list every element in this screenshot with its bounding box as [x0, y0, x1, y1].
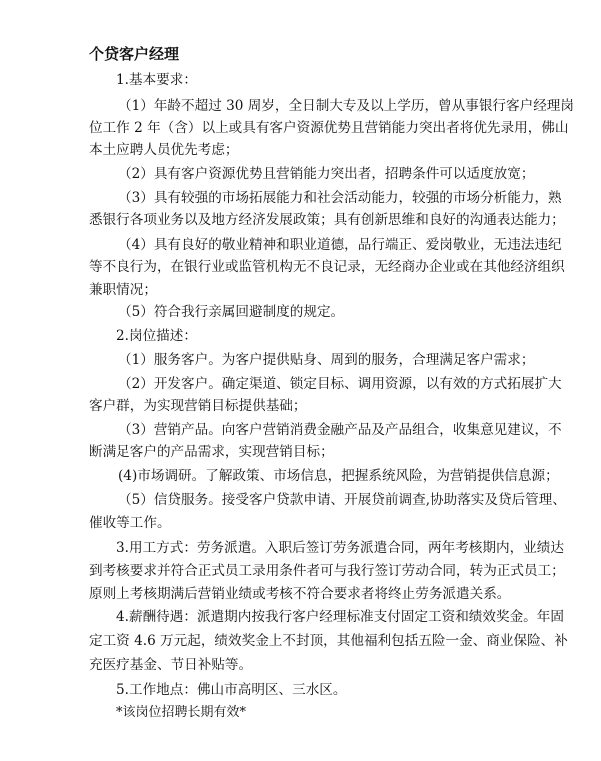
salary-line-3: 充医疗基金、节日补贴等。: [89, 657, 253, 673]
duty-1-line-1: （1）服务客户。为客户提供贴身、周到的服务，合理满足客户需求；: [118, 352, 535, 368]
duty-3-line-2: 断满足客户的产品需求，实现营销目标；: [89, 444, 334, 460]
work-location: 5.工作地点：佛山市高明区、三水区。: [116, 682, 347, 698]
salary-line-2: 定工资 4.6 万元起，绩效奖金上不封顶，其他福利包括五险一金、商业保险、补: [89, 633, 568, 649]
requirement-4-line-1: （4）具有良好的敬业精神和职业道德，品行端正、爱岗敬业，无违法违纪: [118, 237, 562, 253]
employment-line-1: 3.用工方式：劳务派遣。入职后签订劳务派遣合同，两年考核期内，业绩达: [116, 540, 564, 556]
requirement-4-line-3: 兼职情况；: [89, 282, 157, 298]
employment-line-2: 到考核要求并符合正式员工录用条件者可与我行签订劳动合同，转为正式员工；: [89, 563, 565, 579]
requirement-3-line-2: 悉银行各项业务以及地方经济发展政策；具有创新思维和良好的沟通表达能力；: [89, 212, 565, 228]
footer-note: *该岗位招聘长期有效*: [116, 705, 247, 720]
job-description-heading: 2.岗位描述：: [116, 328, 197, 344]
requirement-1-line-3: 本土应聘人员优先考虑；: [89, 142, 239, 158]
duty-2-line-2: 客户群，为实现营销目标提供基础；: [89, 398, 307, 414]
requirement-3-line-1: （3）具有较强的市场拓展能力和社会活动能力，较强的市场分析能力，熟: [118, 190, 562, 206]
job-title: 个贷客户经理: [89, 45, 180, 63]
requirement-4-line-2: 等不良行为，在银行业或监管机构无不良记录，无经商办企业或在其他经济组织: [89, 259, 565, 275]
duty-3-line-1: （3）营销产品。向客户营销消费金融产品及产品组合，收集意见建议，不: [118, 422, 562, 438]
duty-2-line-1: （2）开发客户。确定渠道、锁定目标、调用资源，以有效的方式拓展扩大: [118, 376, 562, 392]
requirement-2-line-1: （2）具有客户资源优势且营销能力突出者，招聘条件可以适度放宽；: [118, 166, 535, 182]
duty-5-line-2: 催收等工作。: [89, 515, 171, 531]
duty-5-line-1: （5）信贷服务。接受客户贷款申请、开展贷前调查,协助落实及贷后管理、: [118, 492, 566, 508]
duty-4-line-1: (4)市场调研。了解政策、市场信息，把握系统风险，为营销提供信息源；: [118, 468, 559, 484]
basic-requirements-heading: 1.基本要求：: [116, 72, 197, 88]
employment-line-3: 原则上考核期满后营销业绩或考核不符合要求者将终止劳务派遣关系。: [89, 586, 511, 602]
salary-line-1: 4.薪酬待遇：派遣期内按我行客户经理标准支付固定工资和绩效奖金。年固: [116, 609, 564, 625]
requirement-1-line-1: （1）年龄不超过 30 周岁，全日制大专及以上学历，曾从事银行客户经理岗: [118, 98, 574, 114]
requirement-5-line-1: （5）符合我行亲属回避制度的规定。: [118, 304, 345, 320]
requirement-1-line-2: 位工作 2 年（含）以上或具有客户资源优势且营销能力突出者将优先录用，佛山: [89, 120, 569, 136]
